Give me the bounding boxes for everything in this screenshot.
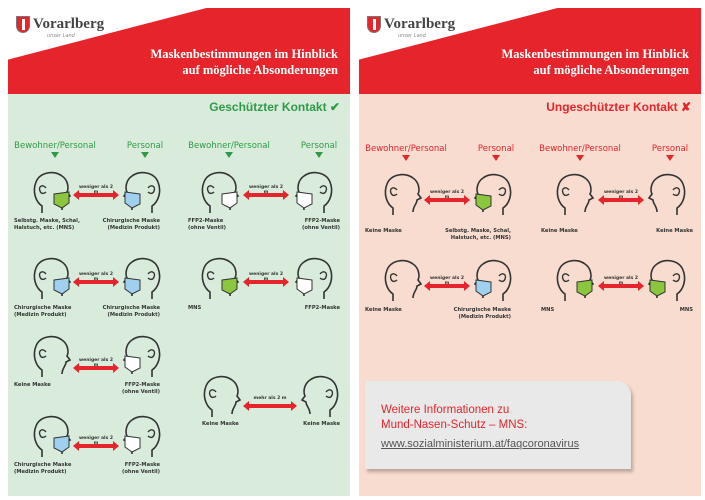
vorarlberg-logo: Vorarlberg [367, 16, 455, 33]
coat-of-arms-icon [16, 16, 30, 33]
info-heading: Weitere Informationen zu Mund-Nasen-Schutz – MNS: [381, 404, 528, 431]
caption: MNS [679, 307, 693, 313]
head-no-mask-icon [383, 172, 425, 216]
protected-contact-poster: Vorarlberg unser Land Maskenbestimmungen im Hinblick auf mögliche Absonderungen Geschützter Kontakt ✔ Bewohner/Personal Personal Bewohner/Personal Personal weniger als 2 m Selbstg. Maske, Schal, Halstuch, etc. (MNS) Chirurgische Maske (Medizin Produkt) weniger als 2 m FFP2-Maske (ohne Ventil) FFP2-Maske (ohne Ventil) weniger als 2 m Chirurgische Maske (Medizin Produkt) Chirurgische Maske (Medizin Produkt) weniger als 2 m MNS FFP2-Maske weniger als 2 m Keine Maske FFP2-Maske (ohne Ventil) mehr als 2 m Keine Maske Keine Maske weniger als 2 m Chirurgische Maske (Medizin Produkt) FFP2-Maske (ohne Ventil) [8, 8, 350, 496]
head-with-ffp2-mask-icon [292, 170, 334, 214]
head-with-ffp2-mask-icon [120, 334, 162, 378]
column-header: Bewohner/Personal [535, 144, 625, 161]
head-with-cloth-mask-icon [32, 170, 74, 214]
caption: Keine Maske [365, 307, 402, 313]
info-box [365, 381, 631, 469]
section-heading: Ungeschützter Kontakt ✘ [546, 100, 691, 114]
head-with-surgical-mask-icon [32, 256, 74, 300]
caption: Keine Maske [541, 228, 578, 234]
head-with-ffp2-mask-icon [292, 256, 334, 300]
column-header: Personal [625, 144, 701, 161]
caption: Keine Maske [656, 228, 693, 234]
column-header: Personal [100, 141, 190, 158]
caption: FFP2-Maske (ohne Ventil) [302, 218, 340, 231]
caption: Chirurgische Maske (Medizin Produkt) [453, 307, 511, 320]
caption: Chirurgische Maske (Medizin Produkt) [14, 305, 72, 318]
down-triangle-icon [402, 155, 410, 161]
head-with-ffp2-mask-icon [120, 414, 162, 458]
head-with-cloth-mask-icon [555, 258, 597, 302]
caption: MNS [188, 305, 202, 311]
vorarlberg-logo: Vorarlberg [16, 16, 104, 33]
column-header: Bewohner/Personal [361, 144, 451, 161]
head-with-ffp2-mask-icon [200, 170, 242, 214]
down-triangle-icon [141, 152, 149, 158]
coat-of-arms-icon [367, 16, 381, 33]
column-header: Bewohner/Personal [184, 141, 274, 158]
caption: MNS [541, 307, 555, 313]
caption: Chirurgische Maske (Medizin Produkt) [14, 462, 72, 475]
head-no-mask-icon [383, 258, 425, 302]
head-no-mask-icon [555, 172, 597, 216]
caption: FFP2-Maske (ohne Ventil) [122, 382, 160, 395]
section-heading: Geschützter Kontakt ✔ [209, 100, 340, 114]
caption: Selbstg. Maske, Schal, Halstuch, etc. (MNS) [445, 228, 511, 241]
info-link[interactable]: www.sozialministerium.at/faqcoronavirus [381, 438, 580, 450]
head-no-mask-icon [645, 172, 687, 216]
head-no-mask-icon [202, 374, 244, 418]
caption: Keine Maske [303, 421, 340, 427]
down-triangle-icon [666, 155, 674, 161]
distance-arrow [248, 404, 292, 408]
caption: FFP2-Maske (ohne Ventil) [188, 218, 226, 231]
poster-title: Maskenbestimmungen im Hinblick auf mögliche Absonderungen [150, 47, 338, 77]
head-with-surgical-mask-icon [120, 256, 162, 300]
head-with-surgical-mask-icon [120, 170, 162, 214]
down-triangle-icon [576, 155, 584, 161]
head-with-cloth-mask-icon [200, 256, 242, 300]
caption: Keine Maske [202, 421, 239, 427]
caption: FFP2-Maske [304, 305, 340, 311]
head-with-surgical-mask-icon [32, 414, 74, 458]
unprotected-contact-poster: Vorarlberg unser Land Maskenbestimmungen im Hinblick auf mögliche Absonderungen Ungeschützter Kontakt ✘ Bewohner/Personal Personal Bewohner/Personal Personal weniger als 2 m Keine Maske Selbstg. Maske, Schal, Halstuch, etc. (MNS) weniger als 2 m Keine Maske Keine Maske weniger als 2 m Keine Maske Chirurgische Maske (Medizin Produkt) weniger als 2 m MNS MNS Weitere Informationen zu Mund-Nasen-Schutz – MNS: www.sozialministerium.at/faqcoronavirus [359, 8, 701, 496]
down-triangle-icon [225, 152, 233, 158]
caption: Chirurgische Maske (Medizin Produkt) [102, 218, 160, 231]
caption: Keine Maske [365, 228, 402, 234]
column-header: Personal [451, 144, 541, 161]
poster-title: Maskenbestimmungen im Hinblick auf mögliche Absonderungen [501, 47, 689, 77]
head-no-mask-icon [298, 374, 340, 418]
column-header: Personal [274, 141, 350, 158]
caption: Keine Maske [14, 382, 51, 388]
caption: Selbstg. Maske, Schal, Halstuch, etc. (MNS) [14, 218, 80, 231]
head-with-cloth-mask-icon [471, 172, 513, 216]
caption: FFP2-Maske (ohne Ventil) [122, 462, 160, 475]
head-with-surgical-mask-icon [471, 258, 513, 302]
down-triangle-icon [315, 152, 323, 158]
caption: Chirurgische Maske (Medizin Produkt) [102, 305, 160, 318]
down-triangle-icon [51, 152, 59, 158]
column-header: Bewohner/Personal [10, 141, 100, 158]
down-triangle-icon [492, 155, 500, 161]
head-with-cloth-mask-icon [645, 258, 687, 302]
head-no-mask-icon [32, 334, 74, 378]
